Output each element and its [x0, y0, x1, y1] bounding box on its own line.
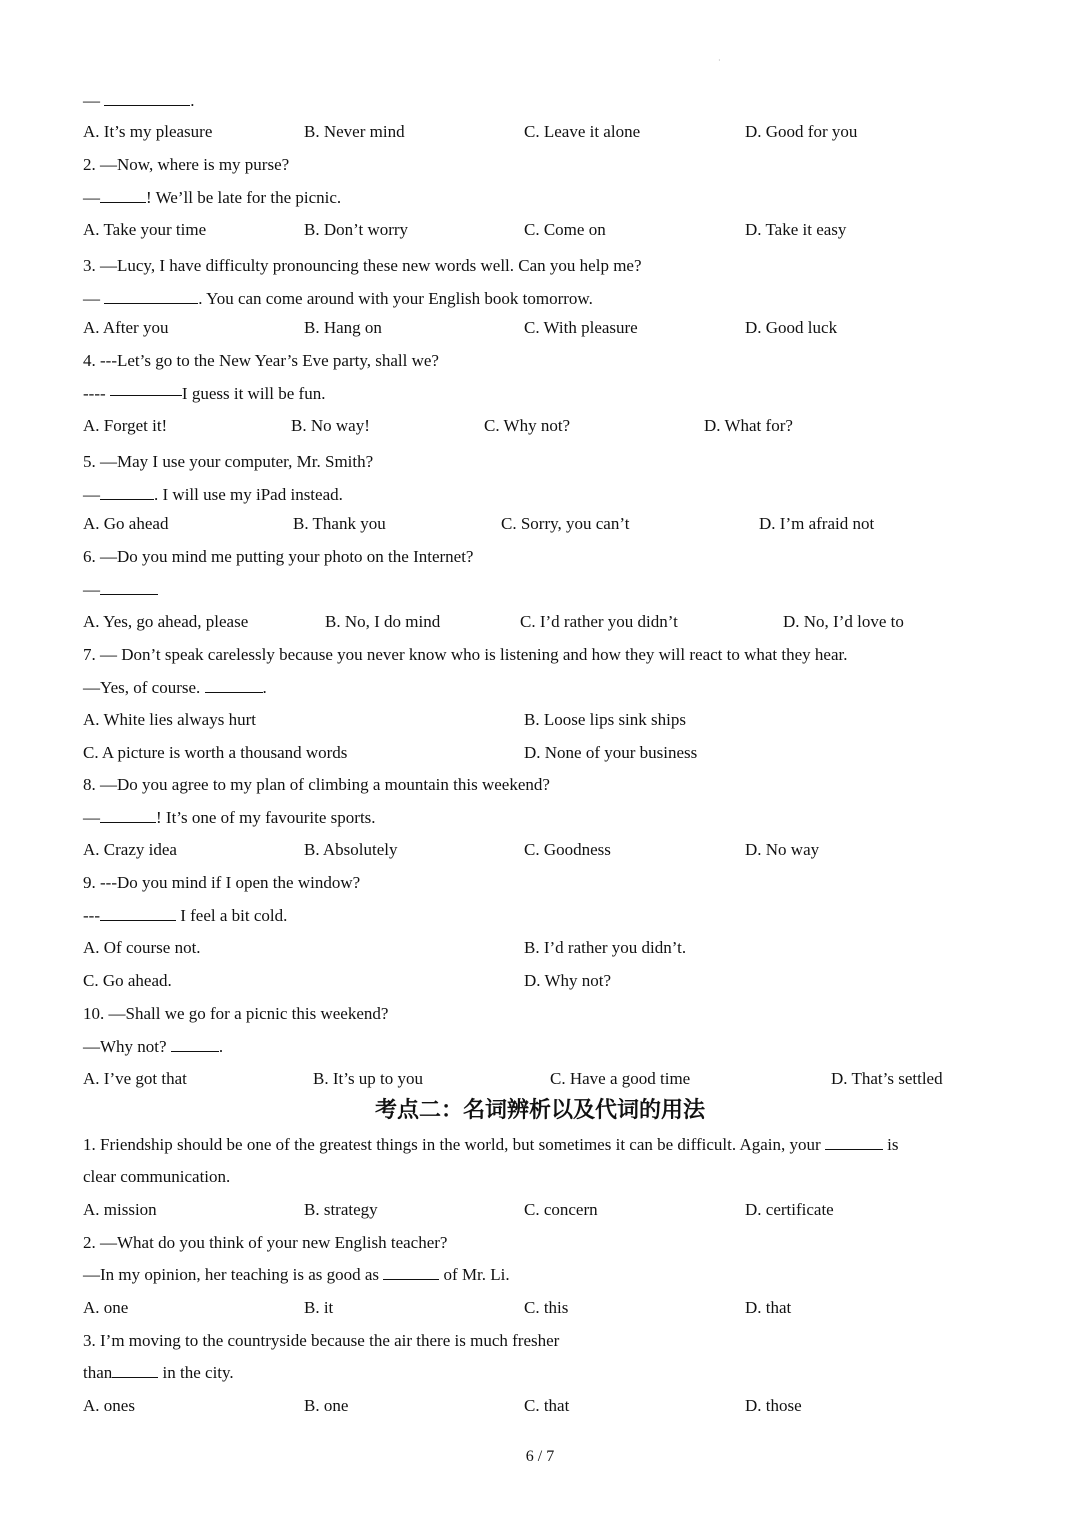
p2-q2-question: 2. —What do you think of your new English teacher? — [83, 1233, 448, 1252]
q5-option-d: D. I’m afraid not — [759, 514, 875, 533]
q0-option-b: B. Never mind — [304, 122, 405, 141]
p2-q1-question: 1. Friendship should be one of the greatest things in the world, but sometimes it can be difficult. Again, your is — [83, 1135, 899, 1154]
q4-answer-line: ---- I guess it will be fun. — [83, 384, 326, 403]
q4-option-c: C. Why not? — [484, 416, 571, 435]
p2-q3-option-a: A. ones — [83, 1396, 135, 1415]
q10-option-d: D. That’s settled — [831, 1069, 943, 1088]
p2-q1-option-c: C. concern — [524, 1200, 598, 1219]
q9-option-b: B. I’d rather you didn’t. — [524, 938, 687, 957]
q9-option-c: C. Go ahead. — [83, 971, 172, 990]
q10-option-a: A. I’ve got that — [83, 1069, 187, 1088]
q9-option-d: D. Why not? — [524, 971, 612, 990]
q10-option-c: C. Have a good time — [550, 1069, 691, 1088]
q5-answer-line: — . I will use my iPad instead. — [83, 485, 343, 504]
p2-q3-option-c: C. that — [524, 1396, 570, 1415]
page-number: 6 / 7 — [525, 1448, 555, 1465]
p2-q1-option-d: D. certificate — [745, 1200, 834, 1219]
q8-option-c: C. Goodness — [524, 840, 611, 859]
q5-option-c: C. Sorry, you can’t — [501, 514, 630, 533]
q6-answer-line: — — [83, 579, 158, 601]
q3-answer-line: — . You can come around with your English book tomorrow. — [83, 289, 593, 308]
q0-option-d: D. Good for you — [745, 122, 858, 141]
p2-q3-option-d: D. those — [745, 1396, 802, 1415]
p2-q2-option-a: A. one — [83, 1298, 129, 1317]
q5-option-b: B. Thank you — [293, 514, 386, 533]
q8-option-b: B. Absolutely — [304, 840, 398, 859]
q6-option-d: D. No, I’d love to — [783, 612, 904, 631]
q8-option-a: A. Crazy idea — [83, 840, 177, 859]
q2-answer-line: — ! We’ll be late for the picnic. — [83, 188, 342, 207]
q10-question: 10. —Shall we go for a picnic this weekend? — [83, 1004, 389, 1023]
q6-option-a: A. Yes, go ahead, please — [83, 612, 249, 631]
p2-q2-option-b: B. it — [304, 1298, 334, 1317]
q2-option-c: C. Come on — [524, 220, 606, 239]
q7-question: 7. — Don’t speak carelessly because you never know who is listening and how they will react to what they hear. — [83, 645, 848, 664]
p2-q2-option-d: D. that — [745, 1298, 792, 1317]
q0-option-a: A. It’s my pleasure — [83, 122, 213, 141]
q4-question: 4. ---Let’s go to the New Year’s Eve party, shall we? — [83, 351, 439, 370]
q9-answer-line: --- I feel a bit cold. — [83, 906, 288, 925]
q2-question: 2. —Now, where is my purse? — [83, 155, 290, 174]
q9-option-a: A. Of course not. — [83, 938, 201, 957]
p2-q1-option-b: B. strategy — [304, 1200, 378, 1219]
section-heading: 考点二：名词辨析以及代词的用法 — [374, 1098, 705, 1123]
q3-option-a: A. After you — [83, 318, 169, 337]
q8-answer-line: — ! It’s one of my favourite sports. — [83, 808, 376, 827]
q3-option-c: C. With pleasure — [524, 318, 638, 337]
q4-option-b: B. No way! — [291, 416, 370, 435]
corner-mark: · — [718, 56, 721, 65]
q8-question: 8. —Do you agree to my plan of climbing a mountain this weekend? — [83, 775, 550, 794]
q6-question: 6. —Do you mind me putting your photo on the Internet? — [83, 547, 474, 566]
q2-option-d: D. Take it easy — [745, 220, 847, 239]
p2-q2-option-c: C. this — [524, 1298, 569, 1317]
q9-question: 9. ---Do you mind if I open the window? — [83, 873, 361, 892]
q8-option-d: D. No way — [745, 840, 820, 859]
q0-option-c: C. Leave it alone — [524, 122, 641, 141]
p2-q1-option-a: A. mission — [83, 1200, 157, 1219]
q3-option-d: D. Good luck — [745, 318, 838, 337]
q4-option-a: A. Forget it! — [83, 416, 168, 435]
q6-option-c: C. I’d rather you didn’t — [520, 612, 678, 631]
p2-q3-question-cont: than in the city. — [83, 1363, 234, 1382]
q5-question: 5. —May I use your computer, Mr. Smith? — [83, 452, 374, 471]
p2-q3-question: 3. I’m moving to the countryside because the air there is much fresher — [83, 1331, 560, 1350]
q10-answer-line: —Why not? . — [83, 1037, 224, 1056]
q2-option-a: A. Take your time — [83, 220, 207, 239]
q7-option-b: B. Loose lips sink ships — [524, 710, 686, 729]
q3-question: 3. —Lucy, I have difficulty pronouncing these new words well. Can you help me? — [83, 256, 642, 275]
q4-option-d: D. What for? — [704, 416, 793, 435]
p2-q3-option-b: B. one — [304, 1396, 349, 1415]
q7-answer-line: —Yes, of course. . — [83, 678, 267, 697]
p2-q2-answer-line: —In my opinion, her teaching is as good as of Mr. Li. — [83, 1265, 510, 1284]
q2-option-b: B. Don’t worry — [304, 220, 409, 239]
q7-option-d: D. None of your business — [524, 743, 698, 762]
q6-option-b: B. No, I do mind — [325, 612, 441, 631]
q10-option-b: B. It’s up to you — [313, 1069, 424, 1088]
q0-answer-line: — . — [83, 91, 195, 110]
q7-option-c: C. A picture is worth a thousand words — [83, 743, 348, 762]
q7-option-a: A. White lies always hurt — [83, 710, 256, 729]
q3-option-b: B. Hang on — [304, 318, 382, 337]
p2-q1-question-cont: clear communication. — [83, 1167, 231, 1186]
q5-option-a: A. Go ahead — [83, 514, 169, 533]
